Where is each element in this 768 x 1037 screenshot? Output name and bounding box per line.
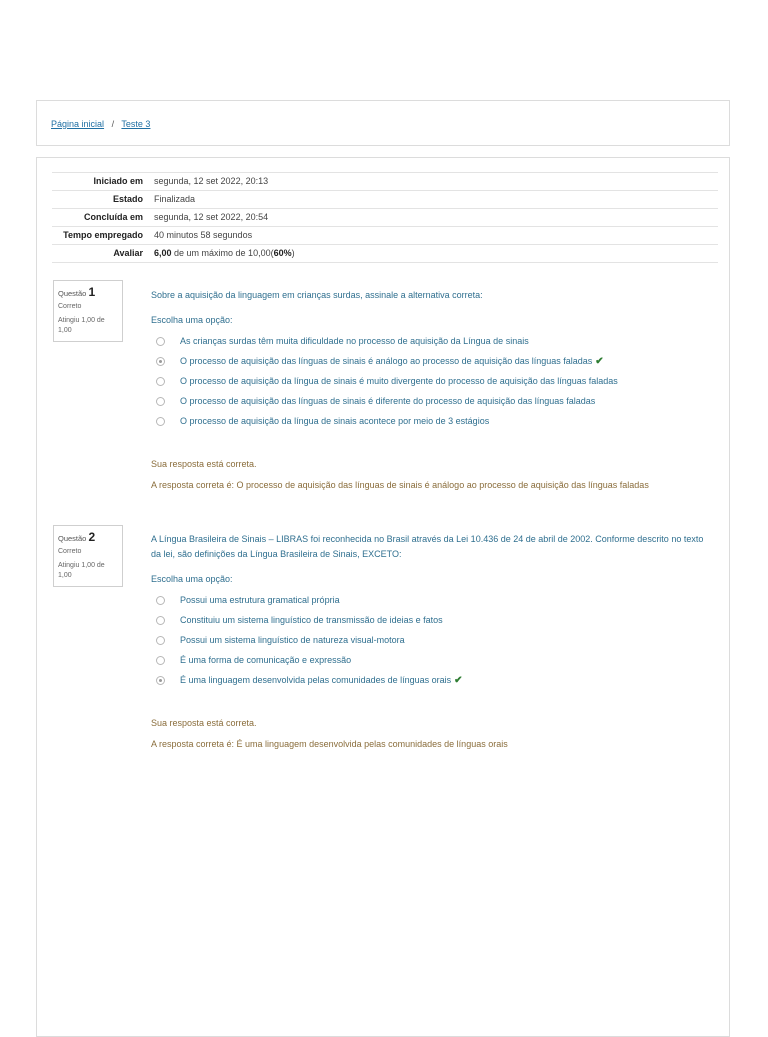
question-state: Correto <box>58 303 82 310</box>
question-feedback <box>151 457 711 493</box>
radio-button[interactable] <box>156 417 165 426</box>
summary-row-grade <box>52 245 718 263</box>
quiz-review-panel <box>36 157 730 1037</box>
radio-button[interactable] <box>156 337 165 346</box>
question-number <box>58 285 118 299</box>
question-label: Questão <box>58 289 87 298</box>
breadcrumb-panel <box>36 100 730 146</box>
answer-option-label: O processo de aquisição das línguas de sinais é análogo ao processo de aquisição das línguas faladas <box>180 356 593 366</box>
right-answer: A resposta correta é: É uma linguagem desenvolvida pelas comunidades de línguas orais <box>151 739 508 749</box>
answer-option[interactable] <box>151 351 711 371</box>
answer-option[interactable] <box>151 670 711 690</box>
answer-options <box>151 331 711 431</box>
answer-option[interactable] <box>151 411 711 431</box>
radio-button[interactable] <box>156 676 165 685</box>
answer-options <box>151 590 711 690</box>
question-grade: Atingiu 1,00 de 1,00 <box>58 562 105 579</box>
question-grade: Atingiu 1,00 de 1,00 <box>58 317 105 334</box>
question-state: Correto <box>58 548 82 555</box>
check-icon: ✔ <box>454 675 463 686</box>
grade-score: 6,00 <box>154 248 172 258</box>
answer-option[interactable] <box>151 590 711 610</box>
answer-option-label: Constituiu um sistema linguístico de transmissão de ideias e fatos <box>180 615 443 625</box>
radio-button[interactable] <box>156 397 165 406</box>
feedback-message: Sua resposta está correta. <box>151 718 257 728</box>
question-prompt: Escolha uma opção: <box>151 574 233 584</box>
summary-value: segunda, 12 set 2022, 20:54 <box>149 209 718 227</box>
attempt-summary-table <box>52 172 718 263</box>
summary-label: Estado <box>52 191 149 209</box>
radio-button[interactable] <box>156 656 165 665</box>
summary-label: Concluída em <box>52 209 149 227</box>
question-number <box>58 530 118 544</box>
radio-button[interactable] <box>156 377 165 386</box>
check-icon: ✔ <box>595 356 604 367</box>
radio-button[interactable] <box>156 616 165 625</box>
answer-option[interactable] <box>151 371 711 391</box>
answer-option-label: O processo de aquisição das línguas de sinais é diferente do processo de aquisição das línguas faladas <box>180 396 596 406</box>
breadcrumb <box>51 119 150 129</box>
radio-button[interactable] <box>156 636 165 645</box>
question-info-2 <box>53 525 123 587</box>
summary-row-state <box>52 191 718 209</box>
right-answer: A resposta correta é: O processo de aquisição das línguas de sinais é análogo ao processo de aquisição das línguas faladas <box>151 480 649 490</box>
question-prompt: Escolha uma opção: <box>151 315 233 325</box>
grade-close: ) <box>291 248 295 258</box>
summary-value <box>149 245 718 263</box>
breadcrumb-home-link[interactable]: Página inicial <box>51 119 105 129</box>
breadcrumb-current-link[interactable]: Teste 3 <box>121 119 151 129</box>
summary-value: segunda, 12 set 2022, 20:13 <box>149 173 718 191</box>
summary-value: Finalizada <box>149 191 718 209</box>
radio-button[interactable] <box>156 357 165 366</box>
question-content-1 <box>151 288 711 493</box>
question-num: 1 <box>88 285 96 299</box>
question-feedback <box>151 716 711 752</box>
summary-label: Avaliar <box>52 245 149 263</box>
question-info-1 <box>53 280 123 342</box>
question-text: A Língua Brasileira de Sinais – LIBRAS foi reconhecida no Brasil através da Lei 10.436 de 24 de abril de 2002. Conforme descrito no texto da lei, são definições da Língua Brasileira de Sinais, EXCETO: <box>151 534 704 559</box>
answer-option[interactable] <box>151 630 711 650</box>
radio-button[interactable] <box>156 596 165 605</box>
answer-option-label: O processo de aquisição da língua de sinais acontece por meio de 3 estágios <box>180 416 490 426</box>
answer-option[interactable] <box>151 610 711 630</box>
answer-option[interactable] <box>151 650 711 670</box>
summary-value: 40 minutos 58 segundos <box>149 227 718 245</box>
summary-row-completed <box>52 209 718 227</box>
answer-option-label: Possui um sistema linguístico de natureza visual-motora <box>180 635 405 645</box>
question-content-2 <box>151 532 711 752</box>
answer-option-label: Possui uma estrutura gramatical própria <box>180 595 340 605</box>
question-text: Sobre a aquisição da linguagem em crianças surdas, assinale a alternativa correta: <box>151 290 483 300</box>
answer-option[interactable] <box>151 331 711 351</box>
summary-label: Iniciado em <box>52 173 149 191</box>
answer-option-label: O processo de aquisição da língua de sinais é muito divergente do processo de aquisição das línguas faladas <box>180 376 618 386</box>
summary-row-started <box>52 173 718 191</box>
grade-max-text: de um máximo de 10,00( <box>171 248 274 258</box>
question-label: Questão <box>58 534 87 543</box>
grade-percent: 60% <box>273 248 292 258</box>
answer-option-label: As crianças surdas têm muita dificuldade no processo de aquisição da Língua de sinais <box>180 336 529 346</box>
answer-option[interactable] <box>151 391 711 411</box>
summary-label: Tempo empregado <box>52 227 149 245</box>
answer-option-label: É uma forma de comunicação e expressão <box>180 655 352 665</box>
feedback-message: Sua resposta está correta. <box>151 459 257 469</box>
question-num: 2 <box>88 530 96 544</box>
summary-row-time <box>52 227 718 245</box>
answer-option-label: É uma linguagem desenvolvida pelas comunidades de línguas orais <box>180 675 452 685</box>
breadcrumb-separator: / <box>111 119 115 129</box>
